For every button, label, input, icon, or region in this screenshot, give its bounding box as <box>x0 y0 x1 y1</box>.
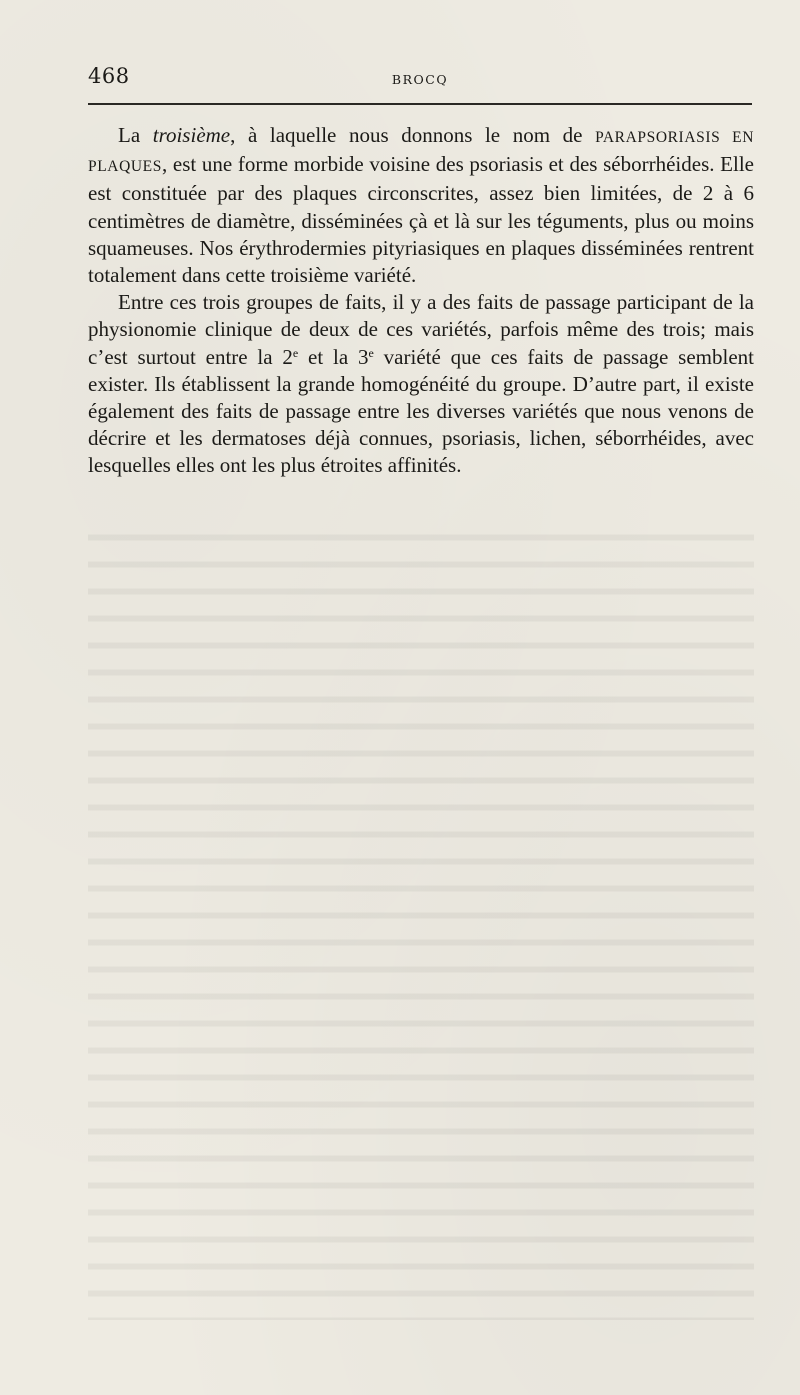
page-number: 468 <box>88 64 130 88</box>
page-header <box>88 64 752 94</box>
show-through-text <box>88 520 754 1320</box>
superscript-e-2: e <box>368 345 374 360</box>
paragraph-2-part-3: variété que ces faits de passage semblent exister. Ils établissent la grande homogénéité du groupe. D’autre part, il existe également des faits de passage entre les diverses variétés que nous venons de décrire et les dermatoses déjà connues, psoriasis, lichen, séborrhéides, avec lesquelles elles ont les plus étroites affinités. <box>88 344 754 478</box>
paragraph-2 <box>88 289 754 479</box>
paragraph-1-part-2: , est une forme morbide voisine des psoriasis et des séborrhéides. Elle est constituée par des plaques circonscrites, assez bien limitées, de 2 à 6 centimètres de diamètre, disséminées çà et là sur les téguments, plus ou moins squameuses. Nos érythrodermies pityriasiques en plaques disséminées rentrent totalement dans cette troisième variété. <box>88 152 754 288</box>
paragraph-2-part-2: et la 3 <box>298 344 369 369</box>
paragraph-1-part-1: , à laquelle nous donnons le nom de <box>230 123 596 147</box>
superscript-e-1: e <box>292 345 299 360</box>
term-parapsoriasis-en-plaques: PARAPSORIASIS EN PLAQUES <box>88 129 754 176</box>
body-text <box>88 122 754 480</box>
emphasis-troisieme: troisième <box>152 123 231 147</box>
paragraph-1-intro: La <box>118 123 153 147</box>
paragraph-2-part-1: Entre ces trois groupes de faits, il y a des faits de passage participant de la physionomie clinique de deux de ces variétés, parfois même des trois; mais c’est surtout entre la 2 <box>88 290 754 369</box>
running-head: BROCQ <box>391 72 449 87</box>
paragraph-1 <box>88 122 754 289</box>
header-rule <box>88 103 752 105</box>
